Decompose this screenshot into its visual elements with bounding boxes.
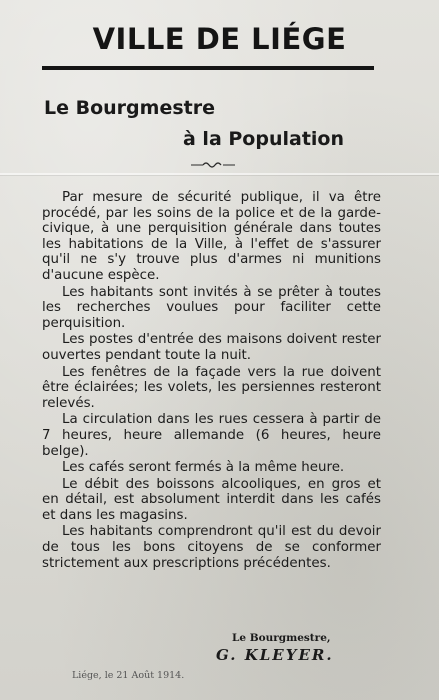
paragraph: Les fenêtres de la façade vers la rue doivent être éclairées; les volets, les persiennes resteront relevés. [42,364,381,411]
signature-title: Le Bourgmestre, [232,632,331,644]
paragraph: Les habitants comprendront qu'il est du devoir de tous les bons citoyens de se conformer strictement aux prescriptions précédentes. [42,524,381,571]
poster-title: VILLE DE LIÉGE [92,22,347,56]
paragraph: La circulation dans les rues cessera à partir de 7 heures, heure allemande (6 heures, heure belge). [42,412,381,459]
date-line: Liége, le 21 Août 1914. [72,670,185,681]
paragraph: Les postes d'entrée des maisons doivent rester ouvertes pendant toute la nuit. [42,332,381,363]
subtitle-line-1: Le Bourgmestre [44,97,215,119]
signature-name: G. KLEYER. [216,646,334,664]
proclamation-body [42,190,381,572]
paragraph: Le débit des boissons alcooliques, en gros et en détail, est absolument interdit dans les cafés et dans les magasins. [42,476,381,523]
title-underline [42,66,374,70]
paragraph: Les cafés seront fermés à la même heure. [62,460,345,476]
paper-fold [0,173,439,175]
subtitle-line-2: à la Population [183,128,344,150]
paragraph: Par mesure de sécurité publique, il va être procédé, par les soins de la police et de la garde-civique, à une perquisition générale dans toutes les habitations de la Ville, à l'effet de s'assurer qu'il ne s'y trouve plus d'armes ni munitions d'aucune espèce. [42,190,381,283]
paragraph: Les habitants sont invités à se prêter à toutes les recherches voulues pour faciliter cette perquisition. [42,284,381,331]
ornament-divider [189,160,237,170]
